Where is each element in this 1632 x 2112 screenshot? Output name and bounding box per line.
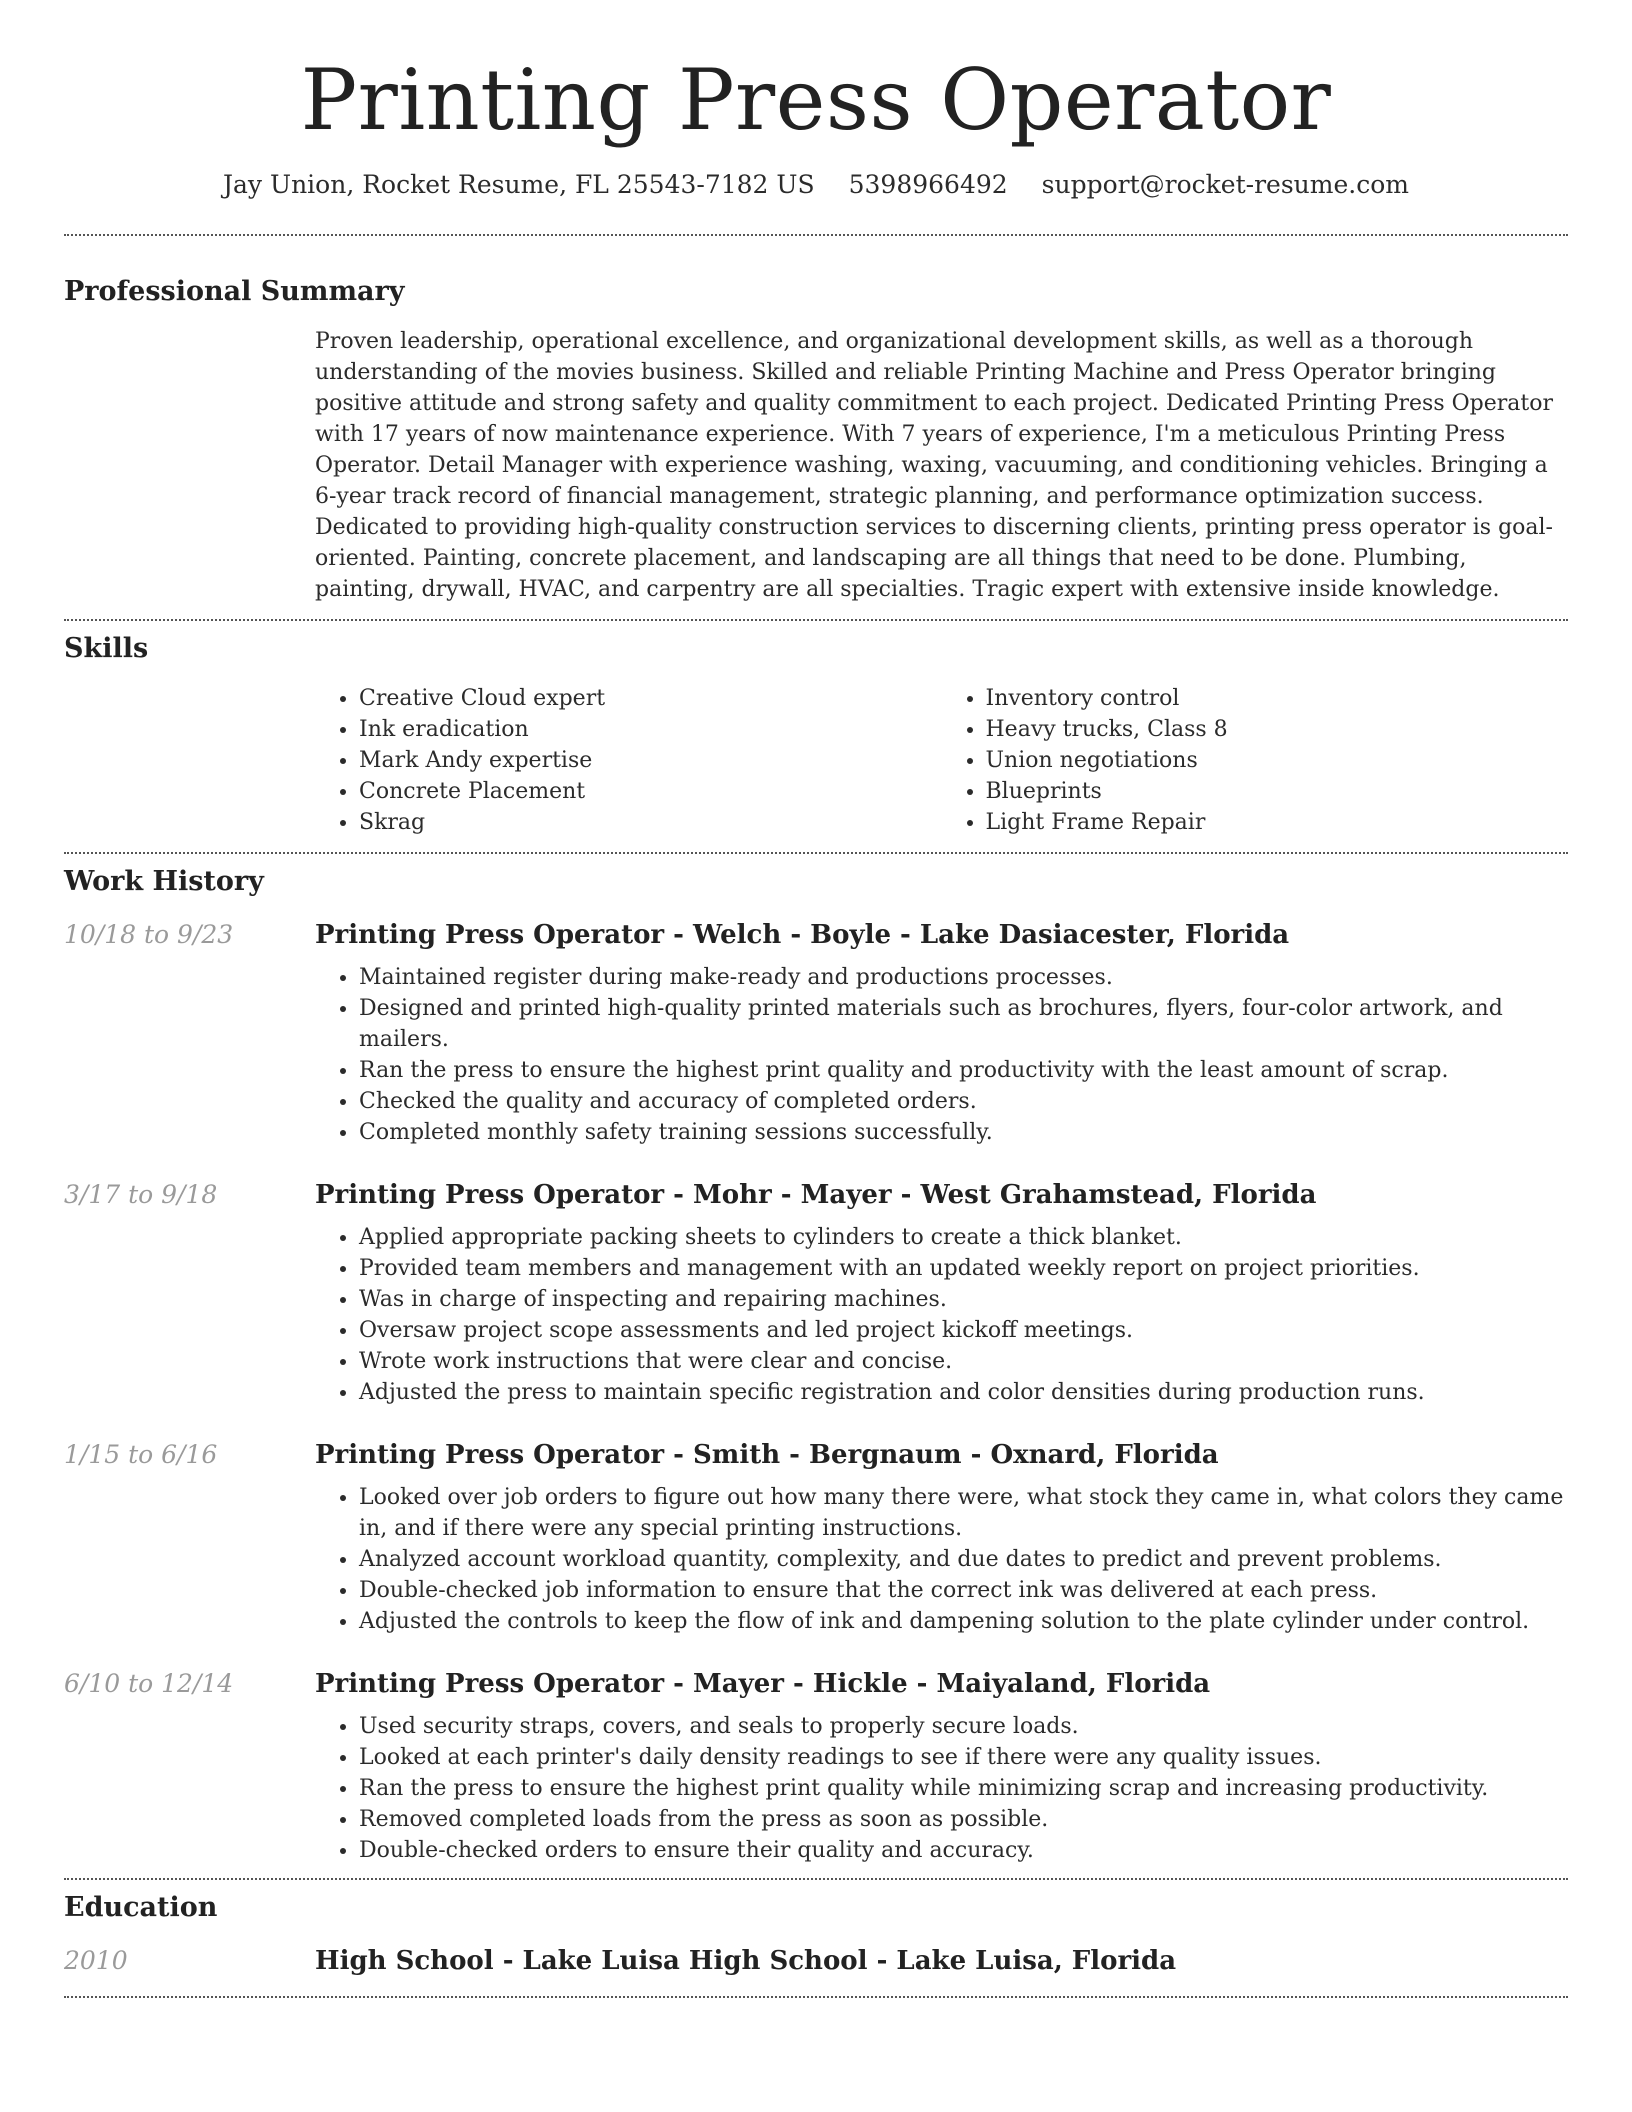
contact-line [64, 168, 1568, 202]
skill-item: • Heavy trucks, Class 8 [986, 714, 1569, 745]
job-title: Printing Press Operator - Mohr - Mayer - West Grahamstead, Florida [315, 1180, 1317, 1210]
job-bullet: • Double-checked orders to ensure their quality and accuracy. [359, 1835, 1568, 1866]
job-bullet: • Applied appropriate packing sheets to cylinders to create a thick blanket. [359, 1222, 1568, 1253]
education-entry [64, 1944, 1568, 1978]
job-entry [64, 1178, 1568, 1408]
skill-item: • Skrag [359, 807, 942, 838]
job-bullets [315, 962, 1568, 1148]
job-bullet: • Removed completed loads from the press as soon as possible. [359, 1804, 1568, 1835]
section-divider [64, 1996, 1568, 1998]
education-section [64, 1880, 1568, 1996]
job-bullet: • Maintained register during make-ready and productions processes. [359, 962, 1568, 993]
job-bullet: • Provided team members and management with an updated weekly report on project priorities. [359, 1253, 1568, 1284]
contact-address: Jay Union, Rocket Resume, FL 25543-7182 US [223, 170, 815, 199]
summary-text: Proven leadership, operational excellence, and organizational development skills, as well as a thorough understanding of the movies business. Skilled and reliable Printing Machine and Press Operator bringing positive attitude and strong safety and quality commitment to each project. Dedicated Printing Press Operator with 17 years of now maintenance experience. With 7 years of experience, I'm a meticulous Printing Press Operator. Detail Manager with experience washing, waxing, vacuuming, and conditioning vehicles. Bringing a 6-year track record of financial management, strategic planning, and performance optimization success. Dedicated to providing high-quality construction services to discerning clients, printing press operator is goal-oriented. Painting, concrete placement, and landscaping are all things that need to be done. Plumbing, painting, drywall, HVAC, and carpentry are all specialties. Tragic expert with extensive inside knowledge. [315, 329, 1553, 602]
contact-phone: 5398966492 [848, 170, 1008, 199]
job-bullet: • Ran the press to ensure the highest print quality while minimizing scrap and increasing productivity. [359, 1773, 1568, 1804]
job-bullet: • Double-checked job information to ensure that the correct ink was delivered at each press. [359, 1575, 1568, 1606]
skill-item: • Ink eradication [359, 714, 942, 745]
skills-list-left [315, 683, 942, 838]
resume-page [64, 40, 1568, 1998]
job-bullet: • Completed monthly safety training sessions successfully. [359, 1117, 1568, 1148]
candidate-title: Printing Press Operator [300, 51, 1332, 149]
job-entry [64, 1438, 1568, 1637]
job-bullet: • Adjusted the controls to keep the flow of ink and dampening solution to the plate cylinder under control. [359, 1606, 1568, 1637]
job-dates: 10/18 to 9/23 [64, 920, 234, 949]
work-history-heading: Work History [64, 866, 264, 897]
education-title: High School - Lake Luisa High School - Lake Luisa, Florida [315, 1946, 1177, 1976]
job-bullet: • Oversaw project scope assessments and led project kickoff meetings. [359, 1315, 1568, 1346]
job-dates: 1/15 to 6/16 [64, 1440, 218, 1469]
job-bullet: • Adjusted the press to maintain specific registration and color densities during production runs. [359, 1377, 1568, 1408]
job-bullet: • Designed and printed high-quality printed materials such as brochures, flyers, four-color artwork, and mailers. [359, 993, 1568, 1055]
job-bullet: • Looked at each printer's daily density readings to see if there were any quality issues. [359, 1742, 1568, 1773]
skill-item: • Creative Cloud expert [359, 683, 942, 714]
resume-header [64, 40, 1568, 202]
skills-section [64, 621, 1568, 852]
skill-item: • Mark Andy expertise [359, 745, 942, 776]
skill-item: • Light Frame Repair [986, 807, 1569, 838]
job-title: Printing Press Operator - Mayer - Hickle - Maiyaland, Florida [315, 1669, 1211, 1699]
skills-list-right [942, 683, 1569, 838]
skills-heading: Skills [64, 633, 149, 664]
job-bullet: • Ran the press to ensure the highest print quality and productivity with the least amount of scrap. [359, 1055, 1568, 1086]
education-heading: Education [64, 1892, 218, 1923]
job-bullet: • Looked over job orders to figure out how many there were, what stock they came in, what colors they came in, and if there were any special printing instructions. [359, 1482, 1568, 1544]
job-bullets [315, 1711, 1568, 1866]
summary-section [64, 236, 1568, 619]
summary-heading: Professional Summary [64, 276, 405, 307]
job-title: Printing Press Operator - Smith - Bergnaum - Oxnard, Florida [315, 1440, 1219, 1470]
job-bullet: • Used security straps, covers, and seals to properly secure loads. [359, 1711, 1568, 1742]
education-year: 2010 [64, 1946, 128, 1975]
job-bullet: • Analyzed account workload quantity, complexity, and due dates to predict and prevent problems. [359, 1544, 1568, 1575]
contact-email: support@rocket-resume.com [1041, 170, 1409, 199]
skill-item: • Union negotiations [986, 745, 1569, 776]
skill-item: • Inventory control [986, 683, 1569, 714]
job-bullet: • Checked the quality and accuracy of completed orders. [359, 1086, 1568, 1117]
job-bullet: • Wrote work instructions that were clear and concise. [359, 1346, 1568, 1377]
work-history-section [64, 854, 1568, 1878]
skill-item: • Blueprints [986, 776, 1569, 807]
job-title: Printing Press Operator - Welch - Boyle - Lake Dasiacester, Florida [315, 920, 1290, 950]
job-entry [64, 1667, 1568, 1866]
job-entry [64, 918, 1568, 1148]
job-bullets [315, 1482, 1568, 1637]
job-dates: 6/10 to 12/14 [64, 1669, 234, 1698]
job-bullets [315, 1222, 1568, 1408]
skill-item: • Concrete Placement [359, 776, 942, 807]
job-dates: 3/17 to 9/18 [64, 1180, 218, 1209]
job-bullet: • Was in charge of inspecting and repairing machines. [359, 1284, 1568, 1315]
